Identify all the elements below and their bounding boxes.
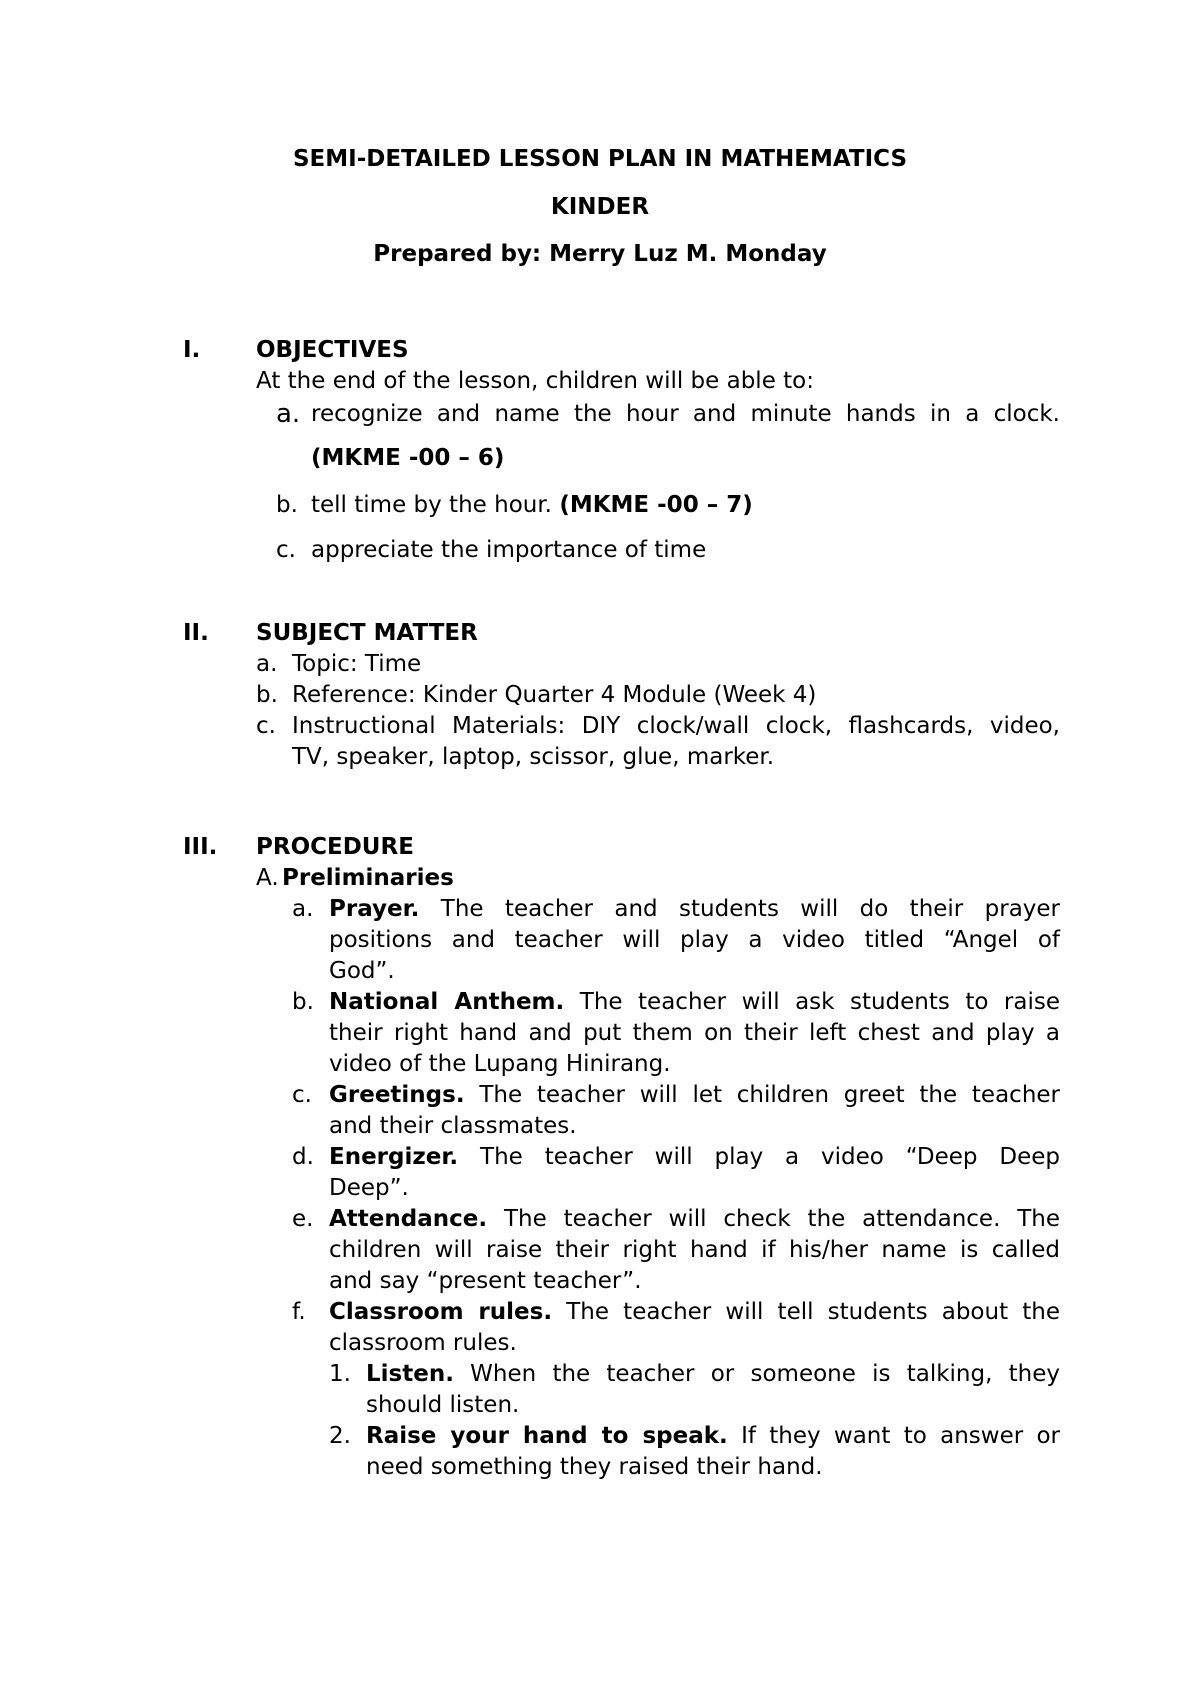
competency-code: (MKME -00 – 6)	[311, 445, 505, 471]
procedure-item-line: Attendance. The teacher will check the attendance. The	[329, 1206, 1061, 1232]
procedure-item-label: Classroom rules.	[329, 1299, 553, 1325]
list-marker: c.	[292, 1082, 312, 1108]
list-marker: b.	[276, 492, 298, 518]
document-title: SEMI-DETAILED LESSON PLAN IN MATHEMATICS	[292, 146, 908, 172]
procedure-item-label: National Anthem.	[329, 989, 565, 1015]
objective-text: tell time by the hour.	[311, 492, 552, 518]
subsection-marker: A.	[256, 865, 279, 891]
section-heading-subject-matter: SUBJECT MATTER	[256, 620, 478, 646]
section-heading-objectives: OBJECTIVES	[256, 337, 409, 363]
subject-item-text: Reference: Kinder Quarter 4 Module (Week 4)	[292, 682, 817, 708]
subject-item-text: Topic: Time	[292, 651, 422, 677]
list-marker: 2.	[329, 1423, 351, 1449]
list-marker: a.	[292, 896, 314, 922]
list-marker: d.	[292, 1144, 314, 1170]
objective-item	[311, 490, 753, 521]
rule-line: need something they raised their hand.	[366, 1454, 823, 1480]
section-heading-procedure: PROCEDURE	[256, 834, 414, 860]
rule-line: should listen.	[366, 1392, 520, 1418]
procedure-item-line: children will raise their right hand if his/her name is called	[329, 1237, 1060, 1263]
competency-code: (MKME -00 – 7)	[559, 492, 753, 518]
procedure-item-line: Deep”.	[329, 1175, 409, 1201]
procedure-item-line: and say “present teacher”.	[329, 1268, 642, 1294]
procedure-item-line: Classroom rules. The teacher will tell students about the	[329, 1299, 1060, 1325]
procedure-item-line: classroom rules.	[329, 1330, 517, 1356]
section-numeral: III.	[183, 834, 218, 860]
grade-level: KINDER	[550, 194, 650, 220]
section-numeral: II.	[183, 620, 209, 646]
list-marker: c.	[276, 537, 296, 563]
subject-item-text: Instructional Materials: DIY clock/wall clock, flashcards, video,	[292, 713, 1060, 739]
objectives-intro: At the end of the lesson, children will be able to:	[256, 368, 814, 394]
procedure-item-line: Greetings. The teacher will let children greet the teacher	[329, 1082, 1061, 1108]
list-marker: e.	[292, 1206, 314, 1232]
rule-line: Raise your hand to speak. If they want to answer or	[366, 1423, 1061, 1449]
list-marker: a.	[256, 651, 278, 677]
subsection-title: Preliminaries	[282, 865, 454, 891]
procedure-item-line: Energizer. The teacher will play a video “Deep Deep	[329, 1144, 1060, 1170]
procedure-item-label: Prayer.	[329, 896, 420, 922]
list-marker: f.	[292, 1299, 306, 1325]
list-marker: b.	[292, 989, 314, 1015]
list-marker: 1.	[329, 1361, 351, 1387]
objective-text: recognize and name the hour and minute hands in a clock.	[311, 401, 1060, 427]
prepared-by: Prepared by: Merry Luz M. Monday	[373, 241, 827, 267]
section-numeral: I.	[183, 337, 201, 363]
procedure-item-line: Prayer. The teacher and students will do their prayer	[329, 896, 1060, 922]
list-marker: c.	[256, 713, 276, 739]
procedure-item-line: their right hand and put them on their left chest and play a	[329, 1020, 1060, 1046]
procedure-item-line: God”.	[329, 958, 395, 984]
procedure-item-line: National Anthem. The teacher will ask students to raise	[329, 989, 1061, 1015]
list-marker: a.	[276, 399, 301, 429]
procedure-item-label: Greetings.	[329, 1082, 465, 1108]
list-marker: b.	[256, 682, 278, 708]
rule-label: Listen.	[366, 1361, 454, 1387]
procedure-item-label: Energizer.	[329, 1144, 459, 1170]
procedure-item-line: video of the Lupang Hinirang.	[329, 1051, 671, 1077]
procedure-item-line: positions and teacher will play a video titled “Angel of	[329, 927, 1060, 953]
rule-line: Listen. When the teacher or someone is talking, they	[366, 1361, 1060, 1387]
objective-text: appreciate the importance of time	[311, 537, 707, 563]
procedure-item-line: and their classmates.	[329, 1113, 577, 1139]
subject-item-text: TV, speaker, laptop, scissor, glue, marker.	[292, 744, 775, 770]
rule-label: Raise your hand to speak.	[366, 1423, 728, 1449]
procedure-item-label: Attendance.	[329, 1206, 488, 1232]
